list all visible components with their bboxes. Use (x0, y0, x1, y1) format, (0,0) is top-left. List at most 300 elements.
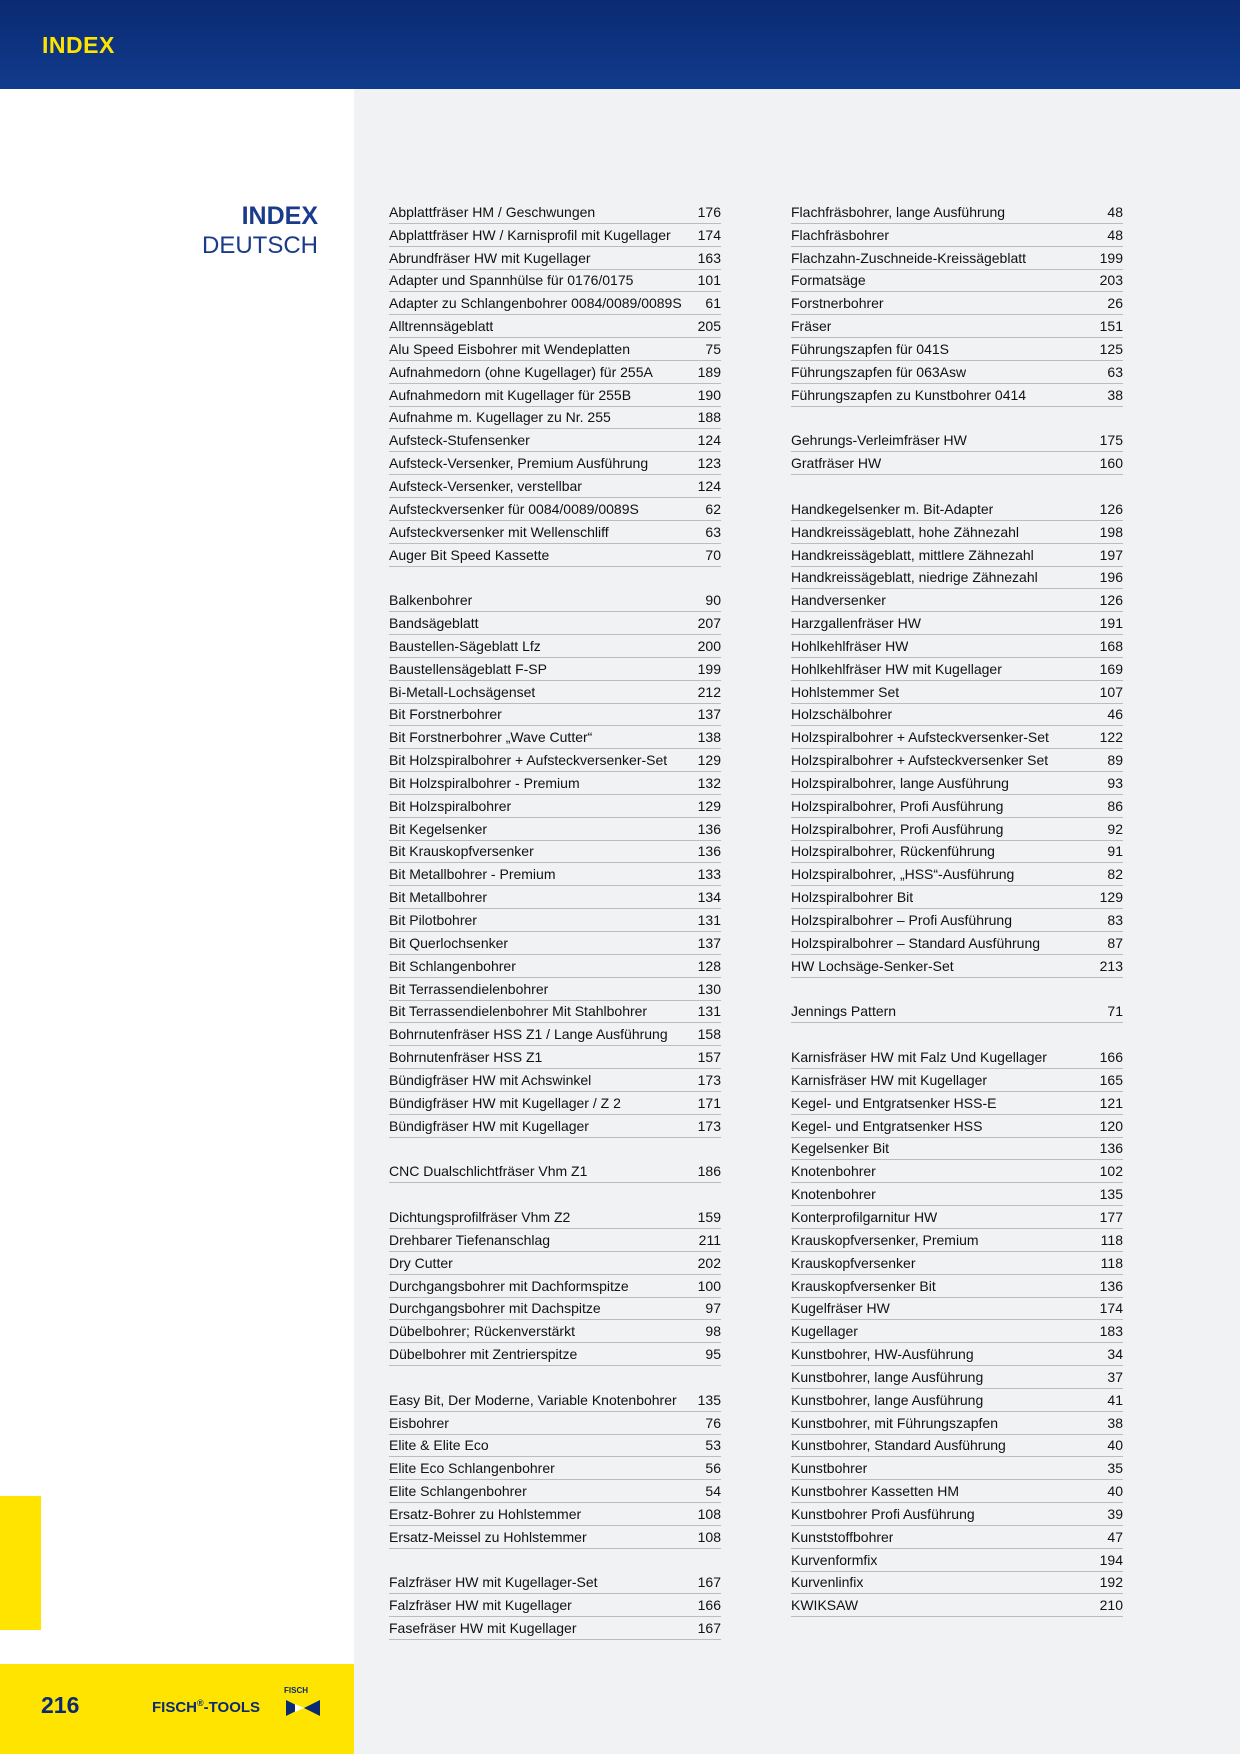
index-entry-name: CNC Dualschlichtfräser Vhm Z1 (389, 1163, 588, 1180)
index-entry-page: 188 (697, 409, 721, 426)
index-entry-name: Auger Bit Speed Kassette (389, 546, 550, 563)
index-entry-name: Balkenbohrer (389, 592, 473, 609)
index-entry (389, 589, 721, 612)
index-entry-page: 137 (697, 934, 721, 951)
index-entry-name: Drehbarer Tiefenanschlag (389, 1231, 551, 1248)
index-entry-page: 212 (697, 683, 721, 700)
index-entry-name: Bit Terrassendielenbohrer (389, 980, 549, 997)
index-entry-name: Holzspiralbohrer, „HSS“-Ausführung (791, 866, 1015, 883)
index-entry-page: 160 (1099, 455, 1123, 472)
index-entry (389, 429, 721, 452)
index-entry-page: 197 (1099, 546, 1123, 563)
index-entry-name: Bit Schlangenbohrer (389, 957, 516, 974)
index-entry-page: 129 (697, 752, 721, 769)
index-entry (389, 1572, 721, 1595)
index-entry-page: 61 (705, 295, 721, 312)
index-entry-page: 167 (697, 1620, 721, 1637)
index-entry-name: Bündigfräser HW mit Achswinkel (389, 1071, 592, 1088)
index-entry (389, 1092, 721, 1115)
index-entry (791, 841, 1123, 864)
index-entry-name: Bit Holzspiralbohrer + Aufsteckversenker-Set (389, 752, 668, 769)
index-entry-page: 157 (697, 1049, 721, 1066)
index-entry-page: 168 (1099, 637, 1123, 654)
section-heading (202, 201, 318, 261)
index-entry-name: Holzspiralbohrer + Aufsteckversenker-Set (791, 729, 1049, 746)
section-heading-title: INDEX (241, 202, 318, 230)
index-spacer (791, 978, 1123, 1001)
index-entry-name: Handkreissägeblatt, niedrige Zähnezahl (791, 569, 1038, 586)
index-entry-page: 40 (1107, 1437, 1123, 1454)
index-entry (791, 589, 1123, 612)
index-entry (791, 612, 1123, 635)
index-entry-page: 136 (1099, 1140, 1123, 1157)
index-entry-name: Ersatz-Meissel zu Hohlstemmer (389, 1528, 587, 1545)
index-entry (389, 863, 721, 886)
index-entry (791, 567, 1123, 590)
index-entry-name: Aufsteck-Versenker, Premium Ausführung (389, 455, 649, 472)
index-entry-page: 151 (1099, 318, 1123, 335)
logo-text: FISCH (284, 1686, 308, 1695)
index-entry-name: Bi-Metall-Lochsägenset (389, 683, 536, 700)
index-entry-page: 93 (1107, 774, 1123, 791)
index-entry (791, 1092, 1123, 1115)
index-entry (389, 886, 721, 909)
index-entry-name: Bit Terrassendielenbohrer Mit Stahlbohrer (389, 1003, 648, 1020)
index-entry (389, 932, 721, 955)
index-entry-page: 90 (705, 592, 721, 609)
index-entry-page: 126 (1099, 592, 1123, 609)
index-entry-page: 98 (705, 1323, 721, 1340)
index-entry-page: 134 (697, 889, 721, 906)
index-entry-name: Alltrennsägeblatt (389, 318, 494, 335)
index-entry-page: 205 (697, 318, 721, 335)
index-entry-page: 126 (1099, 500, 1123, 517)
index-entry-page: 26 (1107, 295, 1123, 312)
index-entry (791, 1138, 1123, 1161)
index-entry-page: 128 (697, 957, 721, 974)
index-entry (791, 863, 1123, 886)
index-spacer (389, 1183, 721, 1206)
index-entry-page: 95 (705, 1346, 721, 1363)
index-entry-name: Elite Schlangenbohrer (389, 1483, 527, 1500)
index-entry-page: 48 (1107, 203, 1123, 220)
index-entry-name: Kugelfräser HW (791, 1300, 890, 1317)
index-entry (791, 1435, 1123, 1458)
index-entry (791, 1298, 1123, 1321)
index-entry-page: 167 (697, 1574, 721, 1591)
index-entry-name: Fasefräser HW mit Kugellager (389, 1620, 577, 1637)
index-entry-name: Harzgallenfräser HW (791, 615, 921, 632)
index-entry (791, 338, 1123, 361)
index-entry-page: 38 (1107, 1414, 1123, 1431)
index-entry-name: Bohrnutenfräser HSS Z1 (389, 1049, 543, 1066)
index-entry-name: Kunstbohrer, HW-Ausführung (791, 1346, 974, 1363)
index-entry-page: 100 (697, 1277, 721, 1294)
index-entry-name: Handkegelsenker m. Bit-Adapter (791, 500, 994, 517)
index-entry-name: Kunststoffbohrer (791, 1528, 894, 1545)
index-entry (389, 338, 721, 361)
index-entry (389, 955, 721, 978)
index-entry-page: 136 (1099, 1277, 1123, 1294)
index-entry-page: 101 (697, 272, 721, 289)
index-entry (389, 498, 721, 521)
index-entry-name: Gehrungs-Verleimfräser HW (791, 432, 967, 449)
index-entry (389, 407, 721, 430)
index-entry-page: 132 (697, 774, 721, 791)
index-entry (791, 429, 1123, 452)
index-entry (389, 909, 721, 932)
index-entry (389, 1526, 721, 1549)
index-entry (389, 475, 721, 498)
fisch-logo-icon (284, 1686, 324, 1720)
index-entry (389, 1435, 721, 1458)
index-entry-page: 175 (1099, 432, 1123, 449)
side-tab-marker (0, 1496, 41, 1630)
index-entry (791, 1001, 1123, 1024)
index-entry-name: Elite Eco Schlangenbohrer (389, 1460, 555, 1477)
index-entry-name: Hohlstemmer Set (791, 683, 900, 700)
index-entry-page: 165 (1099, 1071, 1123, 1088)
index-entry-page: 91 (1107, 843, 1123, 860)
index-entry-page: 176 (697, 203, 721, 220)
index-entry-page: 41 (1107, 1391, 1123, 1408)
index-entry (791, 795, 1123, 818)
index-entry-page: 75 (705, 340, 721, 357)
index-entry-name: Holzspiralbohrer – Profi Ausführung (791, 912, 1013, 928)
index-entry (389, 749, 721, 772)
index-entry (791, 201, 1123, 224)
index-entry-page: 137 (697, 706, 721, 723)
index-entry-name: Forstnerbohrer (791, 295, 884, 312)
index-spacer (791, 475, 1123, 498)
index-entry-page: 133 (697, 866, 721, 883)
index-entry-page: 136 (697, 820, 721, 837)
index-entry-name: Formatsäge (791, 272, 866, 289)
index-entry (791, 1320, 1123, 1343)
index-entry-page: 62 (705, 500, 721, 517)
index-entry (791, 315, 1123, 338)
header-title: INDEX (42, 32, 115, 58)
index-entry-page: 189 (697, 363, 721, 380)
index-entry-page: 82 (1107, 866, 1123, 883)
index-entry (389, 452, 721, 475)
index-entry-page: 202 (697, 1254, 721, 1271)
index-entry-name: Bit Forstnerbohrer „Wave Cutter“ (389, 729, 593, 746)
index-entry-page: 166 (697, 1597, 721, 1614)
index-entry-name: Holzspiralbohrer, Profi Ausführung (791, 797, 1004, 814)
index-entry-page: 129 (697, 797, 721, 814)
index-entry-name: Dübelbohrer; Rückenverstärkt (389, 1323, 575, 1340)
index-entry-name: Jennings Pattern (791, 1003, 897, 1020)
index-spacer (389, 1549, 721, 1572)
index-entry-page: 177 (1099, 1208, 1123, 1225)
index-entry-name: Abplattfräser HW / Karnisprofil mit Kugellager (389, 226, 671, 243)
index-entry-page: 38 (1107, 386, 1123, 403)
index-entry (389, 224, 721, 247)
index-entry-name: Krauskopfversenker, Premium (791, 1231, 979, 1248)
index-entry (791, 521, 1123, 544)
index-entry-name: Bit Krauskopfversenker (389, 843, 534, 860)
index-entry-name: Gratfräser HW (791, 455, 882, 472)
index-entry (791, 1457, 1123, 1480)
index-entry-page: 138 (697, 729, 721, 746)
index-entry-page: 118 (1100, 1254, 1123, 1271)
index-entry-page: 63 (1107, 363, 1123, 380)
index-entry (389, 292, 721, 315)
index-entry-page: 47 (1107, 1528, 1123, 1545)
index-entry (389, 201, 721, 224)
index-entry-name: Bit Querlochsenker (389, 934, 509, 951)
index-entry-page: 173 (697, 1117, 721, 1134)
index-entry (389, 658, 721, 681)
index-entry-name: Falzfräser HW mit Kugellager (389, 1597, 572, 1614)
index-entry-name: Karnisfräser HW mit Falz Und Kugellager (791, 1049, 1047, 1066)
index-entry (389, 1206, 721, 1229)
index-entry-name: Eisbohrer (389, 1414, 449, 1431)
index-entry (791, 384, 1123, 407)
index-entry-name: Bit Metallbohrer - Premium (389, 866, 556, 883)
index-entry-page: 200 (697, 637, 721, 654)
index-spacer (389, 1138, 721, 1161)
index-entry-page: 136 (697, 843, 721, 860)
index-entry-page: 48 (1107, 226, 1123, 243)
index-entry (791, 1252, 1123, 1275)
index-entry-page: 124 (697, 477, 721, 494)
index-entry-name: Adapter und Spannhülse für 0176/0175 (389, 272, 634, 289)
index-entry-name: Bohrnutenfräser HSS Z1 / Lange Ausführung (389, 1026, 668, 1043)
index-entry-name: Holzspiralbohrer, Profi Ausführung (791, 820, 1004, 837)
index-entry-name: Bündigfräser HW mit Kugellager (389, 1117, 589, 1134)
index-entry-page: 196 (1099, 569, 1123, 586)
index-entry (791, 498, 1123, 521)
index-entry-name: Karnisfräser HW mit Kugellager (791, 1071, 988, 1088)
index-entry-page: 169 (1099, 660, 1123, 677)
index-entry-page: 54 (705, 1483, 721, 1500)
index-entry-name: Kunstbohrer, mit Führungszapfen (791, 1414, 999, 1431)
index-entry-page: 203 (1099, 272, 1123, 289)
index-entry (389, 1252, 721, 1275)
index-spacer (389, 1366, 721, 1389)
index-entry-name: Holzspiralbohrer Bit (791, 889, 914, 906)
index-entry-page: 39 (1107, 1505, 1123, 1522)
index-entry-page: 120 (1099, 1117, 1123, 1134)
index-entry-page: 192 (1099, 1574, 1123, 1591)
index-entry-name: Baustellensägeblatt F-SP (389, 660, 547, 677)
index-entry-page: 71 (1107, 1003, 1123, 1020)
index-entry-page: 173 (697, 1071, 721, 1088)
index-entry (791, 635, 1123, 658)
index-entry-page: 35 (1107, 1460, 1123, 1477)
index-entry-page: 56 (705, 1460, 721, 1477)
index-entry-name: Konterprofilgarnitur HW (791, 1208, 938, 1225)
index-entry-name: Führungszapfen zu Kunstbohrer 0414 (791, 386, 1027, 403)
index-entry (389, 1298, 721, 1321)
index-entry-name: Aufsteckversenker für 0084/0089/0089S (389, 500, 639, 517)
index-entry-name: Führungszapfen für 041S (791, 340, 949, 357)
index-entry-page: 40 (1107, 1483, 1123, 1500)
index-entry-name: Bit Forstnerbohrer (389, 706, 502, 723)
index-entry-name: Kurvenlinfix (791, 1574, 864, 1591)
index-entry-page: 92 (1107, 820, 1123, 837)
index-entry-page: 135 (697, 1391, 721, 1408)
index-entry-page: 191 (1099, 615, 1123, 632)
index-entry-name: Bit Metallbohrer (389, 889, 488, 906)
index-entry (389, 1320, 721, 1343)
index-entry (791, 1480, 1123, 1503)
index-entry-page: 83 (1107, 912, 1123, 928)
index-entry (791, 1549, 1123, 1572)
index-entry (791, 544, 1123, 567)
index-entry-name: Kunstbohrer Profi Ausführung (791, 1505, 975, 1522)
index-entry-name: Bündigfräser HW mit Kugellager / Z 2 (389, 1094, 621, 1111)
index-entry (389, 521, 721, 544)
index-entry (389, 1069, 721, 1092)
index-entry-name: Bit Pilotbohrer (389, 912, 477, 928)
index-entry (791, 704, 1123, 727)
index-entry (389, 1389, 721, 1412)
index-entry (791, 1412, 1123, 1435)
brand-name (152, 1698, 260, 1716)
index-entry-name: Hohlkehlfräser HW (791, 637, 909, 654)
index-entry-name: Holzspiralbohrer, lange Ausführung (791, 774, 1009, 791)
index-entry-name: Aufnahmedorn mit Kugellager für 255B (389, 386, 632, 403)
index-entry-page: 86 (1107, 797, 1123, 814)
brand-name-main: FISCH (152, 1699, 197, 1716)
index-entry-name: Handversenker (791, 592, 886, 609)
index-entry (389, 361, 721, 384)
index-entry (389, 1594, 721, 1617)
index-entry-name: Kugellager (791, 1323, 858, 1340)
index-entry-page: 130 (697, 980, 721, 997)
index-entry (389, 978, 721, 1001)
index-entry (791, 1115, 1123, 1138)
brand-name-suffix: -TOOLS (203, 1699, 261, 1716)
index-entry-name: Handkreissägeblatt, mittlere Zähnezahl (791, 546, 1034, 563)
index-entry-page: 123 (697, 455, 721, 472)
index-entry (791, 1046, 1123, 1069)
index-entry-page: 210 (1099, 1597, 1123, 1614)
index-entry-name: HW Lochsäge-Senker-Set (791, 957, 954, 974)
index-entry-name: Holzspiralbohrer + Aufsteckversenker Set (791, 752, 1049, 769)
index-entry-name: Flachzahn-Zuschneide-Kreissägeblatt (791, 249, 1027, 266)
index-entry-page: 163 (697, 249, 721, 266)
index-entry-name: Easy Bit, Der Moderne, Variable Knotenbohrer (389, 1391, 677, 1408)
index-entry-page: 76 (705, 1414, 721, 1431)
index-entry (791, 1594, 1123, 1617)
index-entry (389, 795, 721, 818)
index-entry (389, 544, 721, 567)
index-entry-name: Dichtungsprofilfräser Vhm Z2 (389, 1208, 571, 1225)
index-entry (389, 612, 721, 635)
index-entry-name: Knotenbohrer (791, 1186, 876, 1203)
index-entry-page: 199 (697, 660, 721, 677)
index-entry (791, 1572, 1123, 1595)
index-entry-page: 122 (1099, 729, 1123, 746)
index-entry-name: Flachfräsbohrer, lange Ausführung (791, 203, 1006, 220)
index-entry (389, 315, 721, 338)
section-heading-language: DEUTSCH (201, 232, 318, 259)
index-entry (389, 772, 721, 795)
index-entry-page: 183 (1099, 1323, 1123, 1340)
index-entry-name: Ersatz-Bohrer zu Hohlstemmer (389, 1505, 582, 1522)
index-entry-page: 121 (1099, 1094, 1123, 1111)
index-entry-name: Aufnahmedorn (ohne Kugellager) für 255A (389, 363, 653, 380)
index-entry (791, 886, 1123, 909)
index-entry-name: Kunstbohrer, lange Ausführung (791, 1368, 984, 1385)
index-entry (791, 452, 1123, 475)
index-entry-name: Dry Cutter (389, 1254, 453, 1271)
index-entry-page: 108 (697, 1528, 721, 1545)
index-entry-name: Fräser (791, 318, 832, 335)
index-entry-name: Alu Speed Eisbohrer mit Wendeplatten (389, 340, 630, 357)
index-entry (791, 955, 1123, 978)
index-entry (791, 1366, 1123, 1389)
index-entry-name: Aufsteckversenker mit Wellenschliff (389, 523, 609, 540)
index-entry-name: Kunstbohrer, lange Ausführung (791, 1391, 984, 1408)
index-entry-name: Aufnahme m. Kugellager zu Nr. 255 (389, 409, 611, 426)
index-entry-name: Abrundfräser HW mit Kugellager (389, 249, 591, 266)
index-entry-page: 131 (697, 912, 721, 928)
index-entry-name: Bandsägeblatt (389, 615, 479, 632)
index-entry-page: 199 (1099, 249, 1123, 266)
index-entry (389, 1115, 721, 1138)
index-entry-name: Flachfräsbohrer (791, 226, 890, 243)
index-entry-page: 166 (1099, 1049, 1123, 1066)
index-entry-name: Holzspiralbohrer, Rückenführung (791, 843, 995, 860)
page-number: 216 (41, 1692, 80, 1718)
index-entry-page: 97 (705, 1300, 721, 1317)
index-entry (389, 247, 721, 270)
index-entry-name: Abplattfräser HM / Geschwungen (389, 203, 596, 220)
brand-registered-mark: ® (197, 1698, 204, 1708)
index-entry (791, 1503, 1123, 1526)
index-entry-page: 171 (697, 1094, 721, 1111)
index-entry (791, 1526, 1123, 1549)
index-entry-name: Dübelbohrer mit Zentrierspitze (389, 1346, 578, 1363)
index-entry-page: 70 (705, 546, 721, 563)
index-entry-name: Bit Holzspiralbohrer (389, 797, 512, 814)
index-entry-page: 34 (1107, 1346, 1123, 1363)
index-entry-page: 124 (697, 432, 721, 449)
index-entry-page: 198 (1099, 523, 1123, 540)
index-entry (791, 247, 1123, 270)
index-entry-name: Kegelsenker Bit (791, 1140, 890, 1157)
index-entry-name: Bit Kegelsenker (389, 820, 488, 837)
index-entry (791, 1069, 1123, 1092)
index-entry (389, 1160, 721, 1183)
index-entry (389, 1480, 721, 1503)
index-entry (791, 749, 1123, 772)
index-entry (791, 726, 1123, 749)
index-entry-page: 131 (697, 1003, 721, 1020)
index-entry-name: Durchgangsbohrer mit Dachspitze (389, 1300, 601, 1317)
index-entry (791, 361, 1123, 384)
index-entry (791, 292, 1123, 315)
index-entry (791, 681, 1123, 704)
index-entry (791, 909, 1123, 932)
index-entry (389, 635, 721, 658)
index-entry-page: 158 (697, 1026, 721, 1043)
index-entry-page: 186 (697, 1163, 721, 1180)
index-spacer (389, 567, 721, 590)
index-entry (791, 270, 1123, 293)
index-entry-page: 87 (1107, 934, 1123, 951)
index-entry (389, 704, 721, 727)
index-column-left (389, 201, 721, 1640)
index-entry (389, 1412, 721, 1435)
index-entry-name: Durchgangsbohrer mit Dachformspitze (389, 1277, 629, 1294)
index-entry-page: 53 (705, 1437, 721, 1454)
